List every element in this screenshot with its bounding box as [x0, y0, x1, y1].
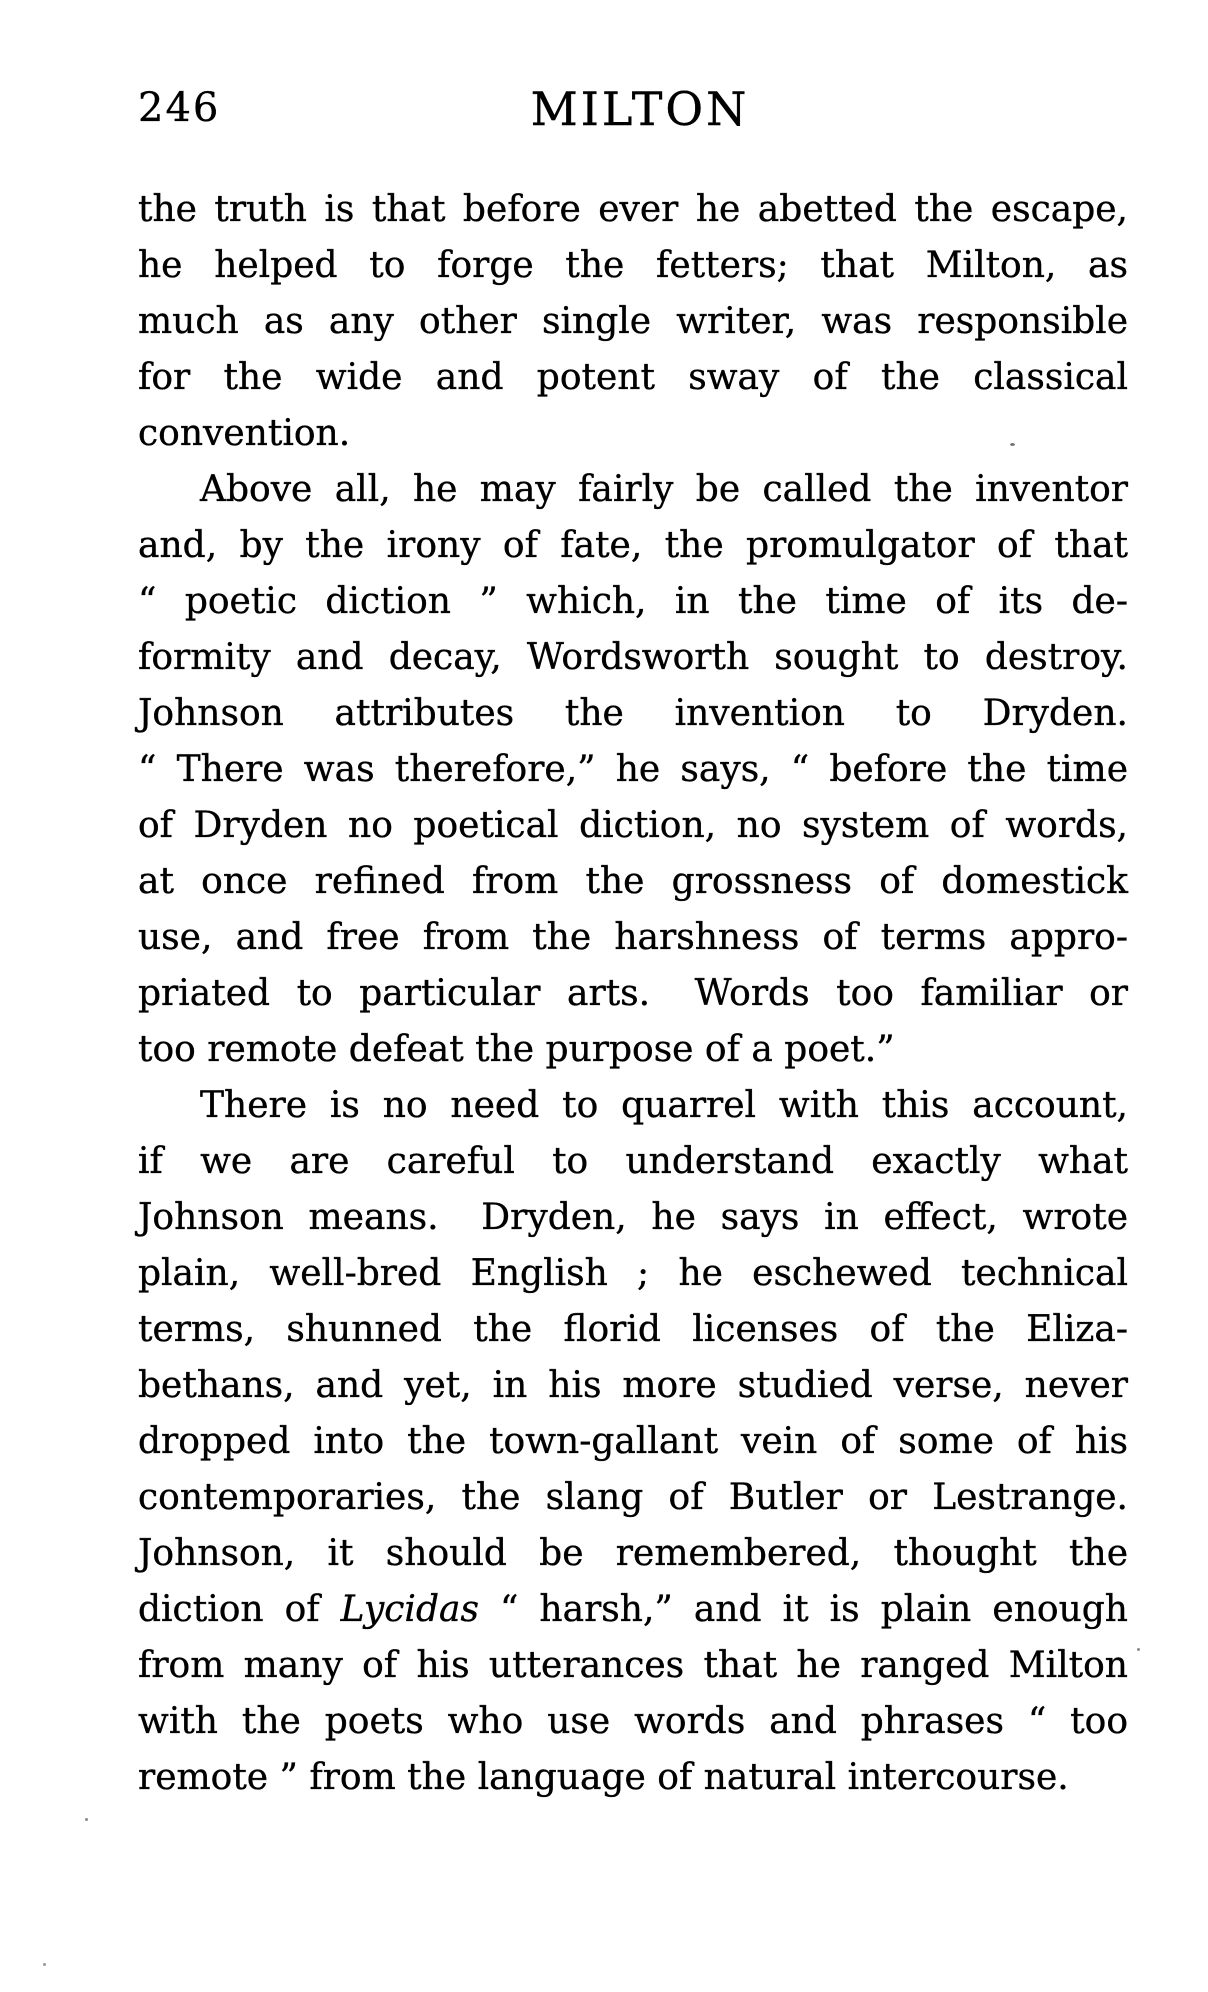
text-line: he helped to forge the fetters; that Milton, as [138, 245, 1128, 286]
text-line: Johnson attributes the invention to Dryden. [138, 693, 1128, 734]
scan-speck [1010, 443, 1015, 446]
text-line: “ There was therefore,” he says, “ before the time [138, 749, 1128, 790]
text-line: formity and decay, Wordsworth sought to destroy. [138, 637, 1128, 678]
text-line-lycidas [138, 1582, 1128, 1638]
text-line: for the wide and potent sway of the classical [138, 357, 1128, 398]
text-line: with the poets who use words and phrases “ too [138, 1701, 1128, 1742]
text-run: diction of [138, 1589, 341, 1630]
scan-speck [1137, 1648, 1140, 1651]
text-run: “ harsh,” and it is plain enough [478, 1589, 1128, 1630]
text-line: dropped into the town-gallant vein of some of his [138, 1421, 1128, 1462]
running-title: MILTON [530, 82, 750, 136]
text-line: bethans, and yet, in his more studied verse, never [138, 1365, 1128, 1406]
text-line: from many of his utterances that he ranged Milton [138, 1645, 1128, 1686]
text-line: convention. [138, 413, 351, 454]
text-line: too remote defeat the purpose of a poet.” [138, 1029, 895, 1070]
text-line: much as any other single writer, was responsible [138, 301, 1128, 342]
text-line: of Dryden no poetical diction, no system of words, [138, 805, 1128, 846]
text-line: There is no need to quarrel with this account, [200, 1085, 1128, 1126]
text-line: plain, well-bred English ; he eschewed technical [138, 1253, 1128, 1294]
text-line: Above all, he may fairly be called the inventor [200, 469, 1128, 510]
body-text [138, 182, 1128, 1806]
text-line: if we are careful to understand exactly what [138, 1141, 1128, 1182]
text-line: Johnson, it should be remembered, thought the [138, 1533, 1128, 1574]
text-line: “ poetic diction ” which, in the time of its de- [138, 581, 1128, 622]
text-line: and, by the irony of fate, the promulgator of that [138, 525, 1128, 566]
page-number: 246 [138, 85, 221, 131]
text-line: the truth is that before ever he abetted the escape, [138, 189, 1128, 230]
text-line: at once refined from the grossness of domestick [138, 861, 1128, 902]
text-line: remote ” from the language of natural intercourse. [138, 1757, 1069, 1798]
text-line: priated to particular arts. Words too familiar or [138, 973, 1128, 1014]
text-line: contemporaries, the slang of Butler or Lestrange. [138, 1477, 1128, 1518]
text-line: Johnson means. Dryden, he says in effect, wrote [138, 1197, 1128, 1238]
text-line: use, and free from the harshness of terms appro- [138, 917, 1128, 958]
scan-speck [85, 1818, 88, 1821]
scan-speck [43, 1963, 46, 1966]
italic-title-lycidas: Lycidas [340, 1589, 479, 1630]
text-line: terms, shunned the florid licenses of the Eliza- [138, 1309, 1128, 1350]
